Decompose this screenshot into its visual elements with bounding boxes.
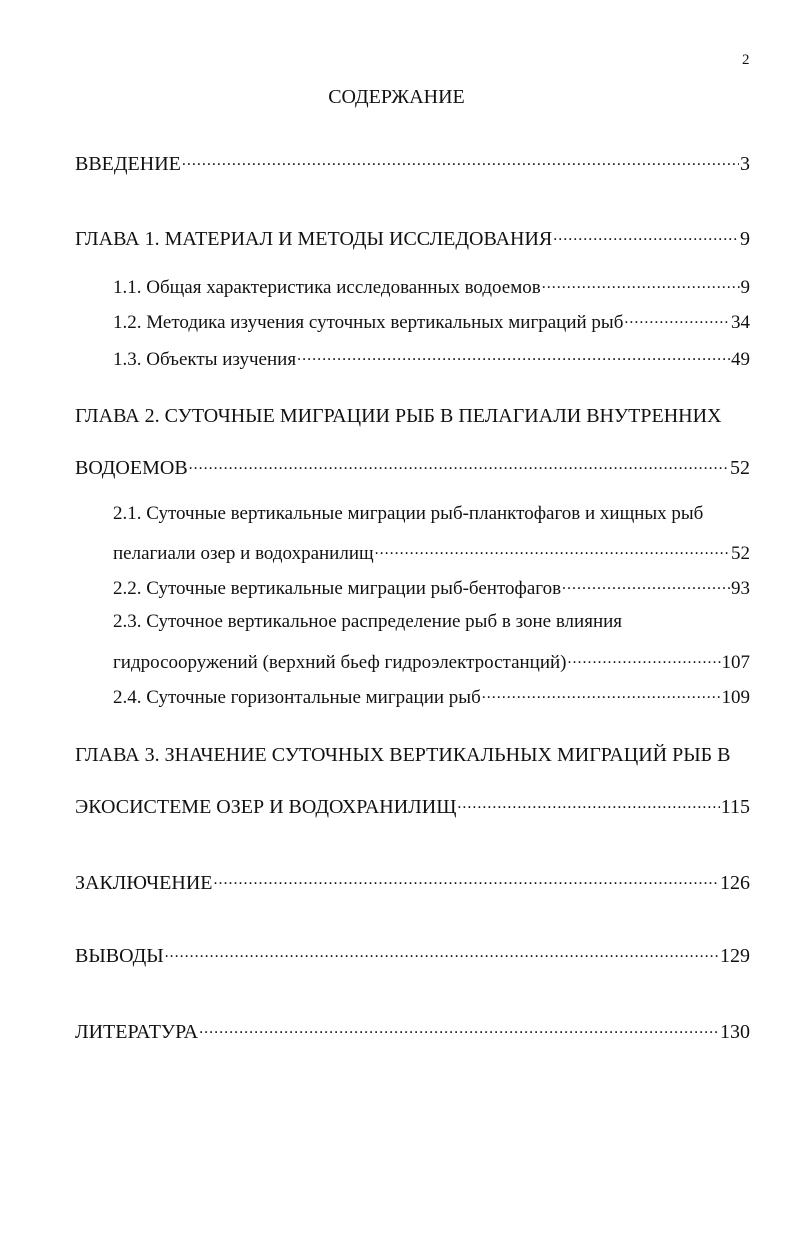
- toc-page: 93: [731, 577, 750, 599]
- dot-leader: [562, 573, 730, 594]
- toc-entry-1-1[interactable]: [113, 272, 750, 298]
- dot-leader: [213, 867, 719, 889]
- toc-label: ЛИТЕРАТУРА: [75, 1021, 199, 1043]
- toc-entry-chapter-2-line1[interactable]: [75, 405, 750, 431]
- toc-entry-chapter-3[interactable]: [75, 791, 750, 817]
- toc-page: 52: [730, 457, 750, 479]
- toc-entry-chapter-3-line1[interactable]: [75, 744, 750, 770]
- toc-page: 126: [720, 872, 750, 894]
- dot-leader: [542, 272, 740, 293]
- toc-page: 9: [740, 276, 750, 298]
- toc-label: ЗАКЛЮЧЕНИЕ: [75, 872, 213, 894]
- dot-leader: [553, 223, 739, 245]
- toc-label: 2.1. Суточные вертикальные миграции рыб-планктофагов и хищных рыб: [113, 503, 704, 524]
- toc-label: ГЛАВА 2. СУТОЧНЫЕ МИГРАЦИИ РЫБ В ПЕЛАГИАЛИ ВНУТРЕННИХ: [75, 405, 722, 427]
- toc-entry-chapter-1[interactable]: [75, 223, 750, 249]
- page-title: СОДЕРЖАНИЕ: [328, 86, 465, 108]
- dot-leader: [182, 148, 739, 170]
- dot-leader: [165, 940, 719, 962]
- toc-page: 109: [721, 686, 750, 708]
- dot-leader: [189, 452, 729, 474]
- toc-label: 1.1. Общая характеристика исследованных водоемов: [113, 276, 541, 298]
- dot-leader: [457, 791, 719, 813]
- toc-label: 2.2. Суточные вертикальные миграции рыб-бентофагов: [113, 577, 562, 599]
- dot-leader: [199, 1016, 719, 1038]
- toc-page: 9: [740, 228, 750, 250]
- toc-page: 129: [720, 945, 750, 967]
- toc-label: ВОДОЕМОВ: [75, 457, 188, 479]
- dot-leader: [568, 647, 721, 668]
- toc-label: 2.3. Суточное вертикальное распределение рыб в зоне влияния: [113, 611, 623, 632]
- toc-entry-2-3[interactable]: [113, 647, 750, 673]
- toc-entry-introduction[interactable]: [75, 148, 750, 174]
- toc-entry-2-2[interactable]: [113, 573, 750, 599]
- toc-entry-2-1-line1[interactable]: [113, 503, 750, 529]
- toc-page: 49: [731, 348, 750, 370]
- toc-entry-literature[interactable]: [75, 1016, 750, 1042]
- toc-page: 52: [731, 542, 750, 564]
- toc-entry-2-1[interactable]: [113, 538, 750, 564]
- toc-page: 3: [740, 153, 750, 175]
- toc-label: ВВЕДЕНИЕ: [75, 153, 181, 175]
- toc-entry-1-2[interactable]: [113, 307, 750, 333]
- toc-page: 130: [720, 1021, 750, 1043]
- toc-entry-2-3-line1[interactable]: [113, 611, 750, 637]
- dot-leader: [482, 682, 721, 703]
- toc-entry-findings[interactable]: [75, 940, 750, 966]
- toc-label: 1.2. Методика изучения суточных вертикальных миграций рыб: [113, 311, 624, 333]
- toc-label: ВЫВОДЫ: [75, 945, 164, 967]
- toc-label: 2.4. Суточные горизонтальные миграции рыб: [113, 686, 481, 708]
- toc-entry-2-4[interactable]: [113, 682, 750, 708]
- toc-page: 115: [720, 796, 750, 818]
- dot-leader: [297, 344, 730, 365]
- page-number: 2: [742, 52, 750, 68]
- toc-label: ГЛАВА 3. ЗНАЧЕНИЕ СУТОЧНЫХ ВЕРТИКАЛЬНЫХ МИГРАЦИЙ РЫБ В: [75, 744, 731, 766]
- toc-page: 34: [731, 311, 750, 333]
- toc-label: ГЛАВА 1. МАТЕРИАЛ И МЕТОДЫ ИССЛЕДОВАНИЯ: [75, 228, 553, 250]
- toc-entry-conclusion[interactable]: [75, 867, 750, 893]
- toc-label: ЭКОСИСТЕМЕ ОЗЕР И ВОДОХРАНИЛИЩ: [75, 796, 457, 818]
- toc-label: пелагиали озер и водохранилищ: [113, 542, 374, 564]
- dot-leader: [624, 307, 730, 328]
- toc-entry-1-3[interactable]: [113, 344, 750, 370]
- toc-page: 107: [721, 651, 750, 673]
- dot-leader: [375, 538, 730, 559]
- toc-entry-chapter-2[interactable]: [75, 452, 750, 478]
- toc-label: гидросооружений (верхний бьеф гидроэлектростанций): [113, 651, 567, 673]
- toc-label: 1.3. Объекты изучения: [113, 348, 297, 370]
